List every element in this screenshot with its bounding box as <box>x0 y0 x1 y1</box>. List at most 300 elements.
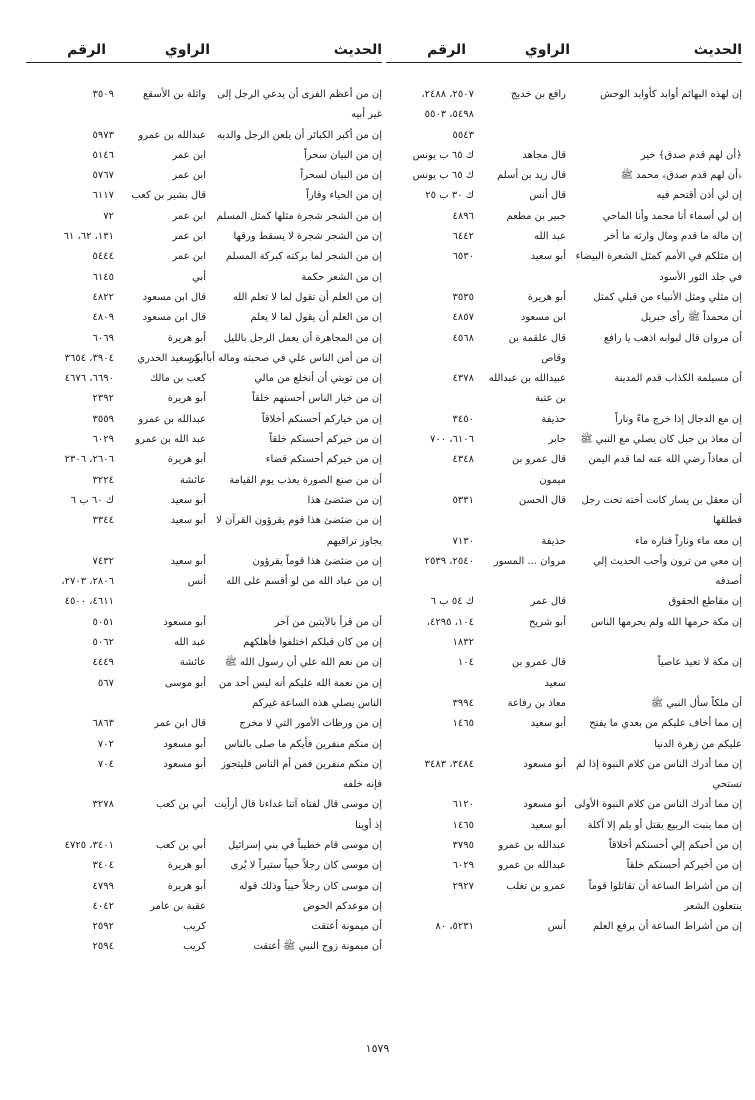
reference-number: ١٠٤ <box>457 657 474 669</box>
index-row <box>386 491 742 511</box>
hadith-text: إن من الشجر شجرة لا يسقط ورقها <box>233 231 382 243</box>
index-row <box>26 389 382 409</box>
narrator-text: أبو هريرة <box>167 454 206 466</box>
reference-number: ٢٩٢٧ <box>452 880 474 892</box>
hadith-text: إن من خيركم أحسنكم خلقاً <box>269 434 382 446</box>
narrator-text: عبدالله بن عمرو <box>138 129 206 141</box>
hadith-text: إن موسى كان رجلاً حيياً ستيراً لا يُرى <box>230 860 382 872</box>
index-row <box>26 491 382 511</box>
index-row <box>26 735 382 755</box>
narrator-text: كريب <box>183 941 206 953</box>
hadith-text: أن معقل بن يسار كانت أخته تحت رجل <box>581 494 742 506</box>
hadith-text: ﴿أن لهم قدم صدق﴾ خير <box>640 149 742 161</box>
hadith-text: إن من كان قبلكم اختلفوا فأهلكهم <box>243 637 382 649</box>
narrator-text: وقاص <box>541 352 566 364</box>
narrator-text: أبو هريرة <box>167 860 206 872</box>
hadith-text: إن من نعمة الله عليكم أنه ليس أحد من <box>218 677 382 689</box>
index-row <box>386 633 742 653</box>
hadith-text: إن معي من ترون وأحب الحديث إلي <box>592 555 742 567</box>
narrator-text: أبو هريرة <box>167 880 206 892</box>
hadith-text: إن من العلم أن تقول لما لا تعلم الله <box>232 291 382 303</box>
narrator-text: عمرو بن تغلب <box>506 880 566 892</box>
index-row <box>386 268 742 288</box>
hadith-text: إن مثلكم في الأمم كمثل الشعرة البيضاء <box>575 251 742 263</box>
hadith-text: الناس يصلي هذه الساعة غيركم <box>252 697 382 709</box>
hadith-text: إن مما ينبت الربيع يقتل أو يلم إلا آكلة <box>587 819 742 831</box>
hadith-text: إن من المجاهرة أن يعمل الرجل بالليل <box>223 332 382 344</box>
hadith-text: أن من قرأ بالآيتين من آخر <box>274 616 382 628</box>
index-row <box>26 795 382 815</box>
reference-number: ٣٥٥٩ <box>92 413 114 425</box>
reference-number: ٦٤٤٢ <box>452 231 474 243</box>
hadith-text: إن من العلم أن يقول لما لا يعلم <box>250 312 382 324</box>
reference-number: ٥١٤٦ <box>92 149 114 161</box>
narrator-text: قال ابن مسعود <box>142 312 206 324</box>
hadith-text: إن مما أدرك الناس من كلام النبوة إذا لم <box>575 758 742 770</box>
hadith-text: ينتعلون الشعر <box>684 900 742 912</box>
index-row <box>386 450 742 470</box>
index-row <box>386 532 742 552</box>
index-row <box>26 572 382 592</box>
reference-number: ٥٤٤٤ <box>92 251 114 263</box>
narrator-text: ابن عمر <box>172 210 206 222</box>
hadith-text: إن من الشجر شجرة مثلها كمثل المسلم <box>216 210 382 222</box>
reference-number: ١٣١، ٦٢، ٦١ <box>63 231 114 243</box>
narrator-text: قال الحسن <box>518 494 566 506</box>
index-row <box>386 694 742 714</box>
reference-number: ١٠٤، ٤٢٩٥، <box>426 616 474 628</box>
index-row <box>26 227 382 247</box>
hadith-text: إن منكم منفرين فمن أم الناس فليتجوز <box>221 758 382 770</box>
narrator-text: عبد الله <box>174 637 206 649</box>
reference-number: ٧٤٣٢ <box>92 555 114 567</box>
reference-number: ٧٢ <box>103 210 114 222</box>
index-row <box>386 653 742 673</box>
hadith-text: يجاوز تراقيهم <box>326 535 382 547</box>
reference-number: ٦٠٦٩ <box>92 332 114 344</box>
narrator-text: أبو سعيد <box>170 494 206 506</box>
index-row <box>26 816 382 836</box>
reference-number: ك ٦٥ ب يونس <box>412 149 474 161</box>
reference-number: ٣٥٠٩ <box>92 89 114 100</box>
index-row <box>26 511 382 531</box>
hadith-text: إن من البيان لسحراً <box>300 170 382 182</box>
index-row <box>386 146 742 166</box>
reference-number: ٣٤٠٤ <box>92 860 114 872</box>
hadith-text: إن من أشراط الساعة أن يرفع العلم <box>592 921 742 933</box>
hadith-text: عليكم من زهرة الدنيا <box>654 738 742 750</box>
hadith-text: إن لي أسماء أنا محمد وأنا الماحي <box>602 210 742 222</box>
narrator-text: قال بشير بن كعب <box>131 190 206 202</box>
hadith-text: إن لي أذن أقتحم فيه <box>656 190 742 202</box>
reference-number: ٢٥٩٤ <box>92 941 114 953</box>
reference-number: ك ٦٠ ب ٦ <box>70 494 114 506</box>
index-row <box>26 552 382 572</box>
hadith-text: إن من أعظم الفرى أن يدعي الرجل إلى <box>217 89 382 100</box>
narrator-text: أبو سعيد <box>530 819 566 831</box>
index-row <box>386 389 742 409</box>
index-row <box>386 308 742 328</box>
reference-number: ٤٨٩٦ <box>452 210 474 222</box>
index-row <box>386 166 742 186</box>
narrator-text: مروان ... المسور <box>493 555 566 567</box>
index-row <box>386 795 742 815</box>
hadith-text: في جلد الثور الأسود <box>659 271 742 283</box>
narrator-text: كعب بن مالك <box>149 373 206 385</box>
hadith-text: إن منكم منفرين فأيكم ما صلى بالناس <box>224 738 382 750</box>
narrator-text: قال ابن عمر <box>154 718 206 730</box>
reference-number: ٥٠٦٢ <box>92 637 114 649</box>
hadith-text: أن معاذ بن جبل كان يصلي مع النبي ﷺ <box>580 434 742 446</box>
index-row <box>26 105 382 125</box>
reference-number: ٦٠٢٩ <box>452 860 474 872</box>
narrator-text: جبير بن مطعم <box>506 210 566 222</box>
index-row <box>386 552 742 572</box>
reference-number: ٥٣٣١ <box>452 494 474 506</box>
hadith-text: إن من أشراط الساعة أن تقاتلوا قوماً <box>588 880 742 892</box>
hadith-text: إن مقاطع الحقوق <box>668 596 742 608</box>
reference-number: ٥٧٦٧ <box>92 170 114 182</box>
index-row <box>26 207 382 227</box>
reference-number: ٤٣٧٨ <box>452 373 474 385</box>
index-row <box>386 816 742 836</box>
index-row <box>386 897 742 917</box>
index-row <box>26 613 382 633</box>
index-row <box>26 186 382 206</box>
index-row <box>26 268 382 288</box>
reference-number: ٧٠٤ <box>97 758 114 770</box>
hadith-text: إن مكة حرمها الله ولم يحرمها الناس <box>590 616 742 628</box>
narrator-text: ابن عمر <box>172 149 206 161</box>
reference-number: ك ٦٥ ب يونس <box>412 170 474 182</box>
narrator-text: أبو سعيد <box>170 555 206 567</box>
index-row <box>26 836 382 856</box>
hadith-text: إن من أخيركم أحسنكم خلقاً <box>626 860 742 872</box>
reference-number: ٥٢٣١، ٨٠ <box>435 921 474 933</box>
reference-number: ٢٦٠٦، ٢٣٠٦ <box>64 454 114 466</box>
hadith-text: فطلقها <box>712 515 742 527</box>
narrator-text: واثلة بن الأسقع <box>142 89 206 100</box>
index-row <box>386 349 742 369</box>
reference-number: ١٤٦٥ <box>452 819 474 831</box>
hadith-text: إن موسى كان رجلاً حيياً وذلك قوله <box>239 880 382 892</box>
hadith-text: فإنه خلفه <box>342 779 382 791</box>
index-row <box>386 735 742 755</box>
narrator-text: عبدالله بن عمرو <box>498 839 566 851</box>
narrator-text: عائشة <box>179 474 206 486</box>
index-row <box>386 572 742 592</box>
hadith-text: إن مكة لا تعيذ عاصياً <box>657 657 742 669</box>
reference-number: ٣٢٢٤ <box>92 474 114 486</box>
reference-number: ٣٤٨٤، ٣٤٨٣ <box>424 758 474 770</box>
narrator-text: أنس <box>187 576 206 588</box>
hadith-text: إن من خيار الناس أحسنهم خلقاً <box>252 393 382 405</box>
hadith-text: أن مروان قال لبوابه اذهب يا رافع <box>603 332 742 344</box>
narrator-text: ميمون <box>539 474 566 486</box>
index-row <box>26 877 382 897</box>
index-row <box>386 856 742 876</box>
hadith-text: إن مما أخاف عليكم من بعدي ما يفتح <box>589 718 742 730</box>
narrator-text: أبو سعيد <box>170 515 206 527</box>
narrator-text: كريب <box>183 921 206 933</box>
index-row <box>26 329 382 349</box>
narrator-text: قال زيد بن أسلم <box>496 170 566 182</box>
reference-number: ٥٤٩٨، ٥٥٠٣ <box>424 109 474 121</box>
reference-number: ك ٥٤ ب ٦ <box>430 596 474 608</box>
narrator-text: عبدالله بن عمرو <box>498 860 566 872</box>
reference-number: ٦١٤٥ <box>92 271 114 283</box>
narrator-text: عبد الله <box>534 231 566 243</box>
hadith-text: إن من ضئضئ هذا قوم يقرؤون القرآن لا <box>216 515 382 527</box>
hadith-text: ﴿أن لهم قدم صدق﴾ محمد ﷺ <box>620 170 742 182</box>
hadith-text: أصدقه <box>715 576 742 588</box>
hadith-text: إن من أمن الناس علي في صحبته وماله أبا بكر <box>189 352 382 364</box>
reference-number: ١٨٣٢ <box>452 637 474 649</box>
reference-number: ٤٨٥٧ <box>452 312 474 324</box>
header-narrator: الراوي <box>524 42 570 58</box>
reference-number: ٦١٠٦، ٧٠٠ <box>429 434 474 446</box>
index-row <box>26 694 382 714</box>
reference-number: ٦١٢٠ <box>452 799 474 811</box>
index-row <box>26 288 382 308</box>
reference-number: ٤٥٦٨ <box>452 332 474 344</box>
index-row <box>26 633 382 653</box>
reference-number: ٣٩٩٤ <box>452 697 474 709</box>
reference-number: ٢٣٩٢ <box>92 393 114 405</box>
reference-number: ٣٥٣٥ <box>452 291 474 303</box>
narrator-text: أبو هريرة <box>527 291 566 303</box>
narrator-text: قال عمرو بن <box>512 454 566 466</box>
reference-number: ٢٨٠٦، ٢٧٠٣، <box>61 576 114 588</box>
header-number: الرقم <box>427 42 466 58</box>
reference-number: ٣٩٠٤، ٣٦٥٤ <box>64 352 114 364</box>
index-row <box>26 146 382 166</box>
index-row <box>26 126 382 146</box>
hadith-text: إن من ضئضئ هذا قوماً يقرؤون <box>252 555 382 567</box>
hadith-text: إن من الحياء وقاراً <box>306 190 382 202</box>
reference-number: ٥٩٧٣ <box>92 129 114 141</box>
hadith-text: إن من الشعر حكمة <box>301 271 382 283</box>
index-row <box>386 369 742 389</box>
narrator-text: أبو سعيد <box>530 251 566 263</box>
narrator-text: ابن مسعود <box>520 312 566 324</box>
hadith-text: إن من البيان سحراً <box>303 149 382 161</box>
reference-number: ٧١٣٠ <box>452 535 474 547</box>
column-header <box>386 42 742 63</box>
reference-number: ٢٥٩٢ <box>92 921 114 933</box>
narrator-text: أبي <box>192 271 206 283</box>
reference-number: ٣٢٧٨ <box>92 799 114 811</box>
hadith-text: إن معه ماء وناراً فناره ماء <box>635 535 742 547</box>
index-row <box>386 227 742 247</box>
hadith-text: إن موسى قال لفتاه آتنا غداءنا قال أرأيت <box>214 799 382 811</box>
index-row <box>26 714 382 734</box>
reference-number: ٤٨٠٩ <box>92 312 114 324</box>
hadith-text: إن ماله ما قدم ومال وارثه ما أخر <box>604 231 742 243</box>
narrator-text: أبو هريرة <box>167 332 206 344</box>
narrator-text: عبدالله بن عمرو <box>138 413 206 425</box>
index-row <box>26 247 382 267</box>
narrator-text: أبو مسعود <box>523 758 566 770</box>
index-row <box>386 207 742 227</box>
narrator-text: أبو شريح <box>528 616 566 628</box>
hadith-text: إن من ضئضئ هذا <box>307 494 382 506</box>
narrator-text: ابن عمر <box>172 170 206 182</box>
index-row <box>26 85 382 105</box>
narrator-text: أبو مسعود <box>523 799 566 811</box>
narrator-text: قال علقمة بن <box>508 332 566 344</box>
header-narrator: الراوي <box>164 42 210 58</box>
index-row <box>26 369 382 389</box>
right-entries <box>386 85 742 937</box>
hadith-text: إن من أكبر الكبائر أن يلعن الرجل والديه <box>217 129 382 141</box>
hadith-text: إذ أوينا <box>355 819 382 831</box>
reference-number: ٤٤٤٩ <box>92 657 114 669</box>
narrator-text: أبو هريرة <box>167 393 206 405</box>
reference-number: ٥٠٥١ <box>92 616 114 628</box>
narrator-text: حذيفة <box>541 535 566 547</box>
index-row <box>386 288 742 308</box>
index-row <box>26 349 382 369</box>
column-header <box>26 42 382 63</box>
narrator-text: قال مجاهد <box>522 149 566 161</box>
reference-number: ٣٧٩٥ <box>452 839 474 851</box>
index-row <box>26 917 382 937</box>
narrator-text: قال أنس <box>529 190 566 202</box>
hadith-text: أن معاذاً رضي الله عنه لما قدم اليمن <box>588 454 742 466</box>
narrator-text: أبو سعيد <box>530 718 566 730</box>
index-row <box>386 877 742 897</box>
index-row <box>26 308 382 328</box>
reference-number: ١٤٦٥ <box>452 718 474 730</box>
index-row <box>386 430 742 450</box>
hadith-text: أن محمداً ﷺ رأى جبريل <box>640 312 742 324</box>
narrator-text: قال عمرو بن <box>512 657 566 669</box>
hadith-text: تستحي <box>712 779 742 791</box>
narrator-text: أبو سعيد الخدري <box>137 352 206 364</box>
hadith-text: إن من الشجر لما بركته كبركة المسلم <box>225 251 382 263</box>
index-row <box>386 917 742 937</box>
narrator-text: رافع بن خديج <box>510 89 566 100</box>
hadith-text: أن من صنع الصورة يعذب يوم القيامة <box>229 474 382 486</box>
narrator-text: ابن عمر <box>172 251 206 263</box>
hadith-text: إن موسى قام خطيباً في بني إسرائيل <box>228 839 382 851</box>
index-row <box>26 592 382 612</box>
index-row <box>26 410 382 430</box>
index-row <box>386 674 742 694</box>
index-row <box>386 471 742 491</box>
reference-number: ٢٥٠٧، ٢٤٨٨، <box>421 89 474 100</box>
narrator-text: أبو مسعود <box>163 738 206 750</box>
narrator-text: جابر <box>548 434 566 446</box>
narrator-text: أبي بن كعب <box>155 839 206 851</box>
narrator-text: عائشة <box>179 657 206 669</box>
reference-number: ٣٤٥٠ <box>452 413 474 425</box>
index-row <box>386 186 742 206</box>
index-row <box>26 653 382 673</box>
index-row <box>26 430 382 450</box>
narrator-text: أبو مسعود <box>163 758 206 770</box>
reference-number: ٥٦٧ <box>97 677 114 689</box>
index-row <box>26 166 382 186</box>
reference-number: ٢٥٤٠، ٢٥٣٩ <box>424 555 474 567</box>
index-row <box>386 592 742 612</box>
right-column <box>386 42 742 937</box>
hadith-text: غير أبيه <box>351 109 382 121</box>
reference-number: ٤٦١١، ٤٥٠٠ <box>64 596 114 608</box>
index-row <box>386 714 742 734</box>
page-number: ١٥٧٩ <box>365 1042 390 1055</box>
reference-number: ٣٣٤٤ <box>92 515 114 527</box>
hadith-text: إن من نعم الله علي أن رسول الله ﷺ <box>224 657 382 669</box>
index-row <box>26 775 382 795</box>
narrator-text: أبو مسعود <box>163 616 206 628</box>
header-hadith: الحديث <box>693 42 742 58</box>
hadith-text: إن مع الدجال إذا خرج ماءً وناراً <box>615 413 742 425</box>
header-hadith: الحديث <box>333 42 382 58</box>
narrator-text: بن عتبة <box>535 393 566 405</box>
narrator-text: حذيفة <box>541 413 566 425</box>
index-row <box>386 329 742 349</box>
hadith-text: أن ميمونة أعتقت <box>311 921 382 933</box>
index-row <box>26 532 382 552</box>
narrator-text: عبيدالله بن عبدالله <box>488 373 566 385</box>
hadith-text: إن من توبتي أن أنخلع من مالي <box>254 373 382 385</box>
header-number: الرقم <box>67 42 106 58</box>
reference-number: ٦١١٧ <box>92 190 114 202</box>
index-row <box>26 674 382 694</box>
reference-number: ٥٥٤٣ <box>452 129 474 141</box>
index-row <box>26 471 382 491</box>
hadith-text: إن من ورطات الأمور التي لا مخرج <box>239 718 382 730</box>
narrator-text: أنس <box>547 921 566 933</box>
hadith-text: إن من عباد الله من لو أقسم على الله <box>226 576 382 588</box>
reference-number: ٦٥٣٠ <box>452 251 474 263</box>
hadith-text: إن من خيركم أحسنكم قضاء <box>265 454 382 466</box>
index-row <box>386 85 742 105</box>
index-row <box>26 856 382 876</box>
index-row <box>386 105 742 125</box>
hadith-text: إن من أحبكم إلي أحسنكم أخلاقاً <box>608 839 742 851</box>
index-row <box>26 450 382 470</box>
narrator-text: أبو موسى <box>164 677 206 689</box>
index-row <box>386 247 742 267</box>
hadith-text: إن موعدكم الحوض <box>302 900 382 912</box>
hadith-text: أن مسيلمة الكذاب قدم المدينة <box>614 373 742 385</box>
narrator-text: قال ابن مسعود <box>142 291 206 303</box>
narrator-text: معاذ بن رفاعة <box>507 697 566 709</box>
reference-number: ٤٠٤٢ <box>92 900 114 912</box>
reference-number: ٦٦٩٠، ٤٦٧٦ <box>64 373 114 385</box>
reference-number: ٤٣٤٨ <box>452 454 474 466</box>
left-column <box>26 42 382 958</box>
reference-number: ٦٠٢٩ <box>92 434 114 446</box>
reference-number: ٤٧٩٩ <box>92 880 114 892</box>
index-row <box>386 755 742 775</box>
reference-number: ٤٨٢٢ <box>92 291 114 303</box>
hadith-text: إن مما أدرك الناس من كلام النبوة الأولى <box>574 799 742 811</box>
narrator-text: سعيد <box>544 677 566 689</box>
hadith-text: إن لهذه البهائم أوابد كأوابد الوحش <box>600 89 742 100</box>
index-row <box>386 613 742 633</box>
index-row <box>386 775 742 795</box>
index-row <box>386 126 742 146</box>
index-row <box>26 897 382 917</box>
left-entries <box>26 85 382 958</box>
hadith-text: أن ميمونة زوج النبي ﷺ أعتقت <box>253 941 382 953</box>
hadith-text: إن من خياركم أحسنكم أخلاقاً <box>261 413 382 425</box>
index-row <box>386 410 742 430</box>
